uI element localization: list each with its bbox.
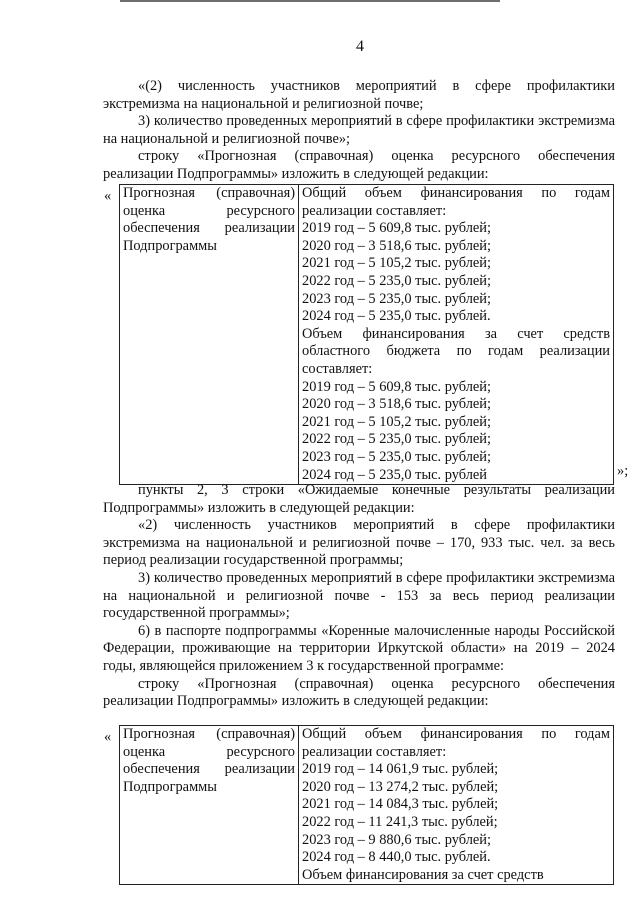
table1-right-cell (299, 185, 614, 485)
table1-open-quote: « (104, 188, 112, 204)
table2-right-cell (299, 726, 614, 885)
table2-right-line: 2019 год – 14 061,9 тыс. рублей; (302, 761, 499, 778)
middle-paragraph-4: 6) в паспорте подпрограммы «Коренные малочисленные народы Российской Федерации, проживающие на территории Иркутской области» на 2019 – 2024 годы, являющейся приложением 3 к государственной программе: (103, 622, 615, 674)
table1-right-line: 2021 год – 5 105,2 тыс. рублей; (302, 413, 491, 430)
table1-right-line: 2023 год – 5 235,0 тыс. рублей; (302, 448, 491, 465)
middle-paragraph-2: «2) численность участников мероприятий в сфере профилактики экстремизма на национальной и религиозной почве – 170, 933 тыс. чел. за весь период реализации государственной программы; (103, 517, 615, 569)
table1-right-line: 2020 год – 3 518,6 тыс. рублей; (302, 237, 491, 254)
table1-right-line: 2024 год – 5 235,0 тыс. рублей. (302, 308, 491, 325)
table1-right-line: 2023 год – 5 235,0 тыс. рублей; (302, 290, 491, 307)
middle-section (103, 482, 615, 711)
table1-right-line: 2019 год – 5 609,8 тыс. рублей; (302, 378, 491, 395)
table1-close-quote: »; (617, 463, 629, 479)
resource-table-1 (119, 184, 614, 485)
table2-right-line: Объем финансирования за счет средств (302, 866, 544, 883)
table1-right-line: Объем финансирования за счет средств областного бюджета по годам реализации составляет: (302, 325, 610, 377)
table2-right-line: 2024 год – 8 440,0 тыс. рублей. (302, 849, 491, 866)
intro-section (103, 78, 615, 184)
table2-right-line: 2022 год – 11 241,3 тыс. рублей; (302, 813, 498, 830)
table1-right-line: 2024 год – 5 235,0 тыс. рублей (302, 466, 487, 483)
table2-right-line: 2020 год – 13 274,2 тыс. рублей; (302, 778, 499, 795)
table1-right-line: 2022 год – 5 235,0 тыс. рублей; (302, 431, 491, 448)
table2-right-line: 2021 год – 14 084,3 тыс. рублей; (302, 796, 499, 813)
middle-paragraph-1: пункты 2, 3 строки «Ожидаемые конечные результаты реализации Подпрограммы» изложить в следующей редакции: (103, 482, 615, 516)
middle-paragraph-3: 3) количество проведенных мероприятий в сфере профилактики экстремизма на национальной и религиозной почве - 153 за весь период реализации государственной программы»; (103, 569, 615, 622)
scan-edge-line (120, 0, 500, 2)
table1-left-label: Прогнозная (справочная) оценка ресурсного обеспечения реализации Подпрограммы (120, 185, 299, 485)
table1-right-line: Общий объем финансирования по годам реализации составляет: (302, 185, 610, 219)
table1-right-line: 2021 год – 5 105,2 тыс. рублей; (302, 255, 491, 272)
table1-right-line: 2020 год – 3 518,6 тыс. рублей; (302, 396, 491, 413)
table2-right-line: Общий объем финансирования по годам реализации составляет: (302, 726, 610, 760)
page-number: 4 (356, 38, 364, 55)
intro-paragraph-1: «(2) численность участников мероприятий в сфере профилактики экстремизма на национальной и религиозной почве; (103, 78, 615, 112)
resource-table-2 (119, 725, 614, 885)
table2-right-line: 2023 год – 9 880,6 тыс. рублей; (302, 831, 491, 848)
intro-paragraph-2: 3) количество проведенных мероприятий в сфере профилактики экстремизма на национальной и религиозной почве»; (103, 113, 615, 147)
table1-right-line: 2019 год – 5 609,8 тыс. рублей; (302, 220, 491, 237)
table2-open-quote: « (104, 729, 112, 745)
table1-right-line: 2022 год – 5 235,0 тыс. рублей; (302, 272, 491, 289)
intro-paragraph-3: строку «Прогнозная (справочная) оценка ресурсного обеспечения реализации Подпрограммы» изложить в следующей редакции: (103, 148, 615, 182)
table2-left-label: Прогнозная (справочная) оценка ресурсного обеспечения реализации Подпрограммы (120, 726, 299, 885)
middle-paragraph-5: строку «Прогнозная (справочная) оценка ресурсного обеспечения реализации Подпрограммы» изложить в следующей редакции: (103, 675, 615, 710)
